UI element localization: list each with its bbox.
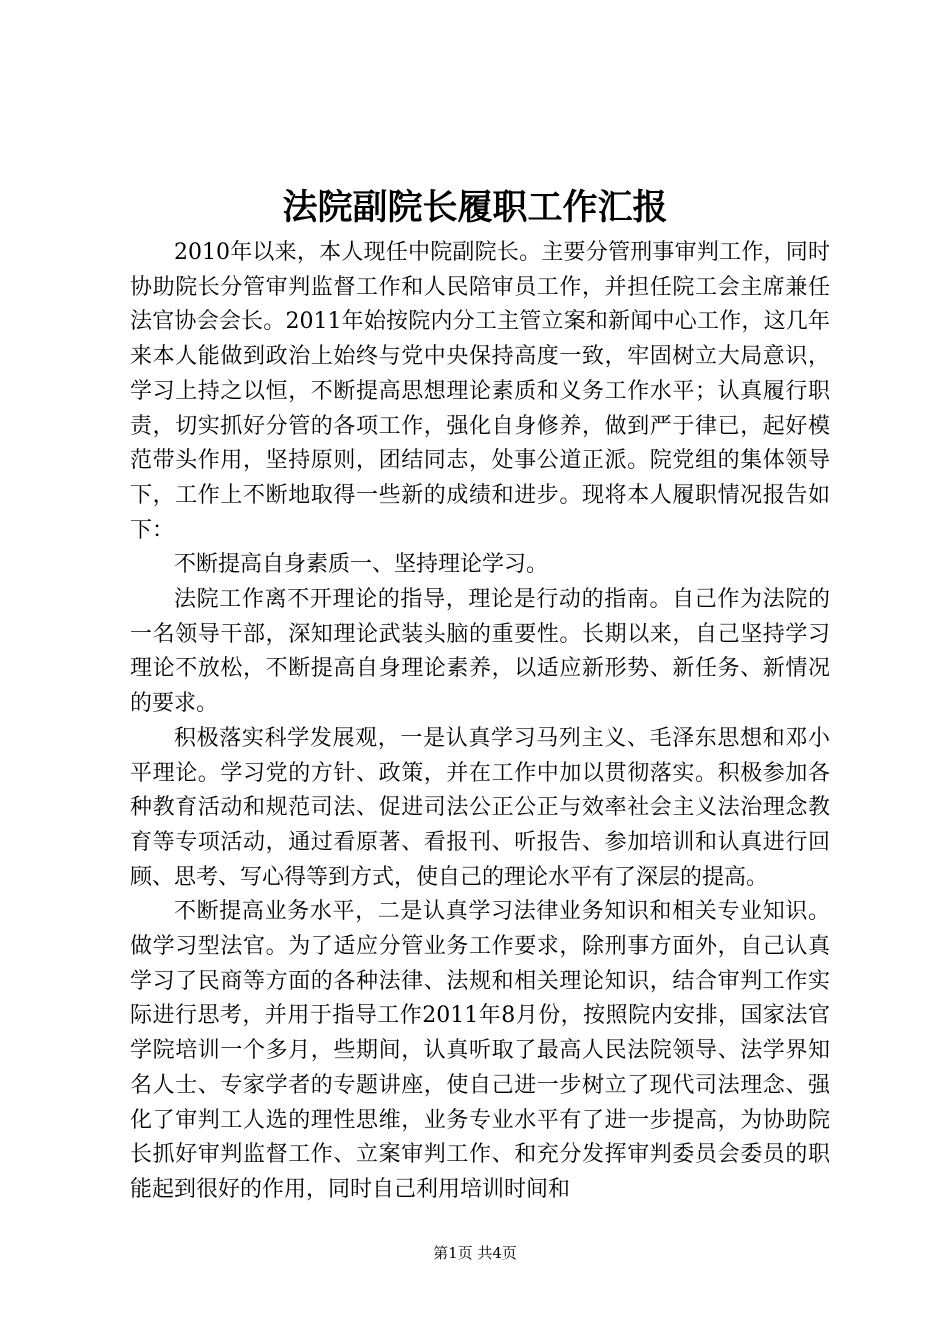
paragraph-scientific-development: 积极落实科学发展观，一是认真学习马列主义、毛泽东思想和邓小平理论。学习党的方针、政策，并在工作中加以贯彻落实。积极参加各种教育活动和规范司法、促进司法公正公正与效率社会主义法治理念教育等专项活动，通过看原著、看报刊、听报告、参加培训和认真进行回顾、思考、写心得等到方式，使自己的理论水平有了深层的提高。	[130, 725, 830, 890]
paragraph-heading-theory: 不断提高自身素质一、坚持理论学习。	[174, 552, 549, 578]
document-body	[130, 236, 830, 1208]
page-number-footer: 第1页 共4页	[433, 1244, 517, 1262]
document-title: 法院副院长履职工作汇报	[282, 187, 668, 228]
paragraph-business-level: 不断提高业务水平，二是认真学习法律业务知识和相关专业知识。做学习型法官。为了适应分管业务工作要求，除刑事方面外，自己认真学习了民商等方面的各种法律、法规和相关理论知识，结合审判工作实际进行思考，并用于指导工作2011年8月份，按照院内安排，国家法官学院培训一个多月，些期间，认真听取了最高人民法院领导、法学界知名人士、专家学者的专题讲座，使自己进一步树立了现代司法理念、强化了审判工人选的理性思维，业务专业水平有了进一步提高，为协助院长抓好审判监督工作、立案审判工作、和充分发挥审判委员会委员的职能起到很好的作用，同时自己利用培训时间和	[130, 899, 830, 1202]
paragraph-intro: 2010年以来，本人现任中院副院长。主要分管刑事审判工作，同时协助院长分管审判监督工作和人民陪审员工作，并担任院工会主席兼任法官协会会长。2011年始按院内分工主管立案和新闻中心工作，这几年来本人能做到政治上始终与党中央保持高度一致，牢固树立大局意识，学习上持之以恒，不断提高思想理论素质和义务工作水平；认真履行职责，切实抓好分管的各项工作，强化自身修养，做到严于律已，起好模范带头作用，坚持原则，团结同志，处事公道正派。院党组的集体领导下，工作上不断地取得一些新的成绩和进步。现将本人履职情况报告如下：	[130, 240, 830, 543]
paragraph-theory-guidance: 法院工作离不开理论的指导，理论是行动的指南。自己作为法院的一名领导干部，深知理论武装头脑的重要性。长期以来，自己坚持学习理论不放松，不断提高自身理论素养，以适应新形势、新任务、新情况的要求。	[130, 587, 830, 717]
